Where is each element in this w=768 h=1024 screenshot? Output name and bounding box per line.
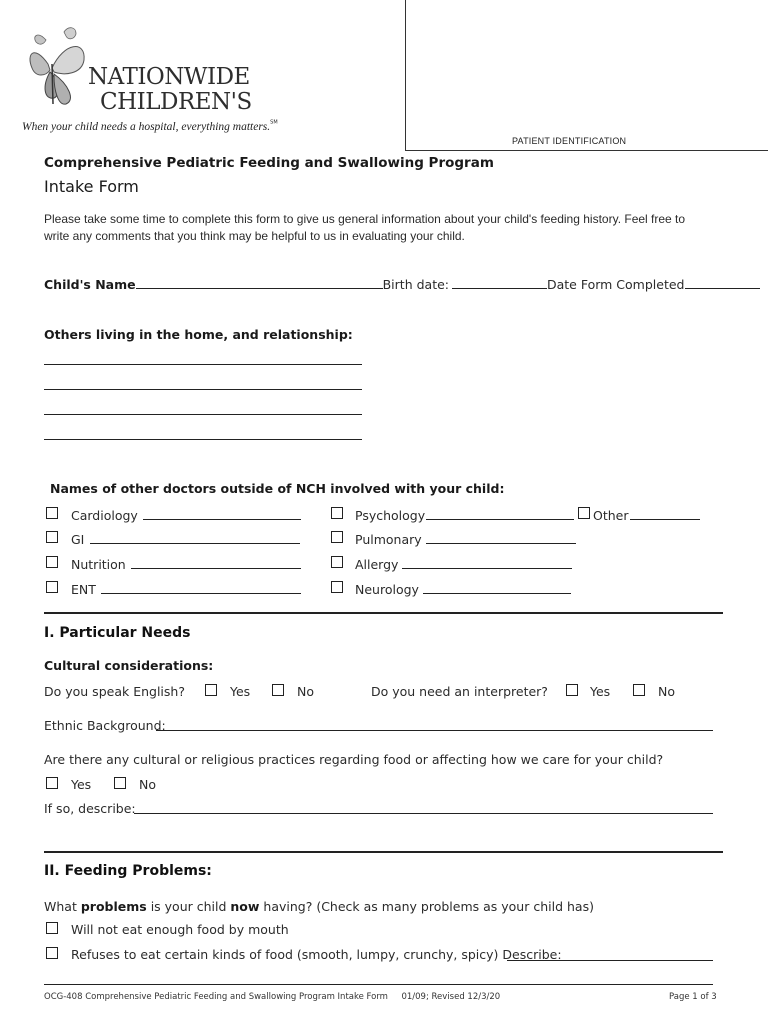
neurology-checkbox[interactable] <box>331 581 343 593</box>
interpreter-question: Do you need an interpreter? <box>371 684 548 699</box>
nutrition-row <box>71 556 301 572</box>
birth-date-label: Birth date: <box>382 277 449 292</box>
pulmonary-field[interactable] <box>426 531 576 544</box>
patient-identification-label: PATIENT IDENTIFICATION <box>512 136 627 146</box>
other-field[interactable] <box>630 507 700 520</box>
pulmonary-checkbox[interactable] <box>331 531 343 543</box>
gi-checkbox[interactable] <box>46 531 58 543</box>
intro-line-2: write any comments that you think may be helpful to us in evaluating your child. <box>44 229 465 243</box>
allergy-checkbox[interactable] <box>331 556 343 568</box>
ent-row <box>71 581 301 597</box>
practices-no-checkbox[interactable] <box>114 777 126 789</box>
ethnic-background-field[interactable] <box>156 730 713 731</box>
practices-question: Are there any cultural or religious practices regarding food or affecting how we care for your child? <box>44 752 664 767</box>
neurology-label: Neurology <box>355 582 419 597</box>
problems-question-part-1: What <box>44 899 81 914</box>
household-line-2[interactable] <box>44 389 362 390</box>
problems-question-part-2: problems <box>80 899 147 914</box>
birth-date-field[interactable] <box>452 276 547 289</box>
interpreter-no-label: No <box>658 684 675 699</box>
allergy-label: Allergy <box>355 557 399 572</box>
practices-no-label: No <box>139 777 156 792</box>
other-label: Other <box>593 508 629 523</box>
logo-line-1: NATIONWIDE <box>88 64 250 90</box>
ethnic-background-label: Ethnic Background: <box>44 718 166 733</box>
tagline: When your child needs a hospital, everything matters.℠ <box>22 119 278 133</box>
butterfly-icon <box>24 24 94 124</box>
cardiology-checkbox[interactable] <box>46 507 58 519</box>
other-checkbox[interactable] <box>578 507 590 519</box>
child-name-field[interactable] <box>136 276 383 289</box>
english-no-checkbox[interactable] <box>272 684 284 696</box>
gi-label: GI <box>71 532 85 547</box>
section-2-title: II. Feeding Problems: <box>44 863 212 879</box>
logo <box>22 20 322 135</box>
interpreter-yes-checkbox[interactable] <box>566 684 578 696</box>
practices-yes-checkbox[interactable] <box>46 777 58 789</box>
section-divider-2 <box>44 851 723 853</box>
refuses-food-describe-field[interactable] <box>507 960 713 961</box>
refuses-food-checkbox[interactable] <box>46 947 58 959</box>
child-info-row <box>44 276 760 292</box>
household-line-4[interactable] <box>44 439 362 440</box>
ent-field[interactable] <box>101 581 301 594</box>
english-yes-checkbox[interactable] <box>205 684 217 696</box>
ent-checkbox[interactable] <box>46 581 58 593</box>
date-completed-field[interactable] <box>685 276 760 289</box>
problems-question-part-3: is your child <box>146 899 231 914</box>
intro-line-1: Please take some time to complete this form to give us general information about your child's feeding history. Feel free to <box>44 212 686 226</box>
household-label: Others living in the home, and relationship: <box>44 327 353 342</box>
problems-question-part-4: now <box>230 899 260 914</box>
not-enough-food-checkbox[interactable] <box>46 922 58 934</box>
nutrition-label: Nutrition <box>71 557 126 572</box>
neurology-row <box>355 581 571 597</box>
refuses-food-label: Refuses to eat certain kinds of food (smooth, lumpy, crunchy, spicy) Describe: <box>71 947 562 962</box>
pulmonary-label: Pulmonary <box>355 532 422 547</box>
other-row <box>593 507 700 523</box>
cardiology-label: Cardiology <box>71 508 138 523</box>
pulmonary-row <box>355 531 576 547</box>
section-1-title: I. Particular Needs <box>44 625 191 641</box>
problems-question <box>44 899 594 914</box>
refuses-food-describe-line-2[interactable] <box>44 984 713 985</box>
patient-identification-box <box>405 0 768 151</box>
doctors-label: Names of other doctors outside of NCH involved with your child: <box>50 481 505 496</box>
psychology-field[interactable] <box>426 507 574 520</box>
nutrition-field[interactable] <box>131 556 301 569</box>
section-divider-1 <box>44 612 723 614</box>
english-question: Do you speak English? <box>44 684 185 699</box>
english-yes-label: Yes <box>230 684 251 699</box>
describe-field[interactable] <box>134 813 713 814</box>
ent-label: ENT <box>71 582 96 597</box>
allergy-row <box>355 556 572 572</box>
psychology-label: Psychology <box>355 508 426 523</box>
not-enough-food-label: Will not eat enough food by mouth <box>71 922 289 937</box>
cardiology-row <box>71 507 301 523</box>
practices-yes-label: Yes <box>71 777 92 792</box>
interpreter-no-checkbox[interactable] <box>633 684 645 696</box>
footer-page-number: Page 1 of 3 <box>669 992 717 1002</box>
cultural-label: Cultural considerations: <box>44 658 214 673</box>
form-title: Intake Form <box>44 177 139 196</box>
logo-line-2: CHILDREN'S <box>100 89 252 115</box>
problems-question-part-5: having? (Check as many problems as your child has) <box>259 899 594 914</box>
household-line-3[interactable] <box>44 414 362 415</box>
date-completed-label: Date Form Completed <box>547 277 685 292</box>
footer-form-id: OCG-408 Comprehensive Pediatric Feeding and Swallowing Program Intake Form 01/09; Revised 12/3/20 <box>44 992 501 1002</box>
gi-row <box>71 531 300 547</box>
psychology-checkbox[interactable] <box>331 507 343 519</box>
gi-field[interactable] <box>90 531 300 544</box>
nutrition-checkbox[interactable] <box>46 556 58 568</box>
describe-label: If so, describe: <box>44 801 136 816</box>
program-title: Comprehensive Pediatric Feeding and Swallowing Program <box>44 155 494 171</box>
child-name-label: Child's Name <box>44 277 136 292</box>
household-line-1[interactable] <box>44 364 362 365</box>
cardiology-field[interactable] <box>143 507 301 520</box>
english-no-label: No <box>297 684 314 699</box>
neurology-field[interactable] <box>423 581 571 594</box>
allergy-field[interactable] <box>402 556 572 569</box>
psychology-row <box>355 507 574 523</box>
interpreter-yes-label: Yes <box>590 684 611 699</box>
